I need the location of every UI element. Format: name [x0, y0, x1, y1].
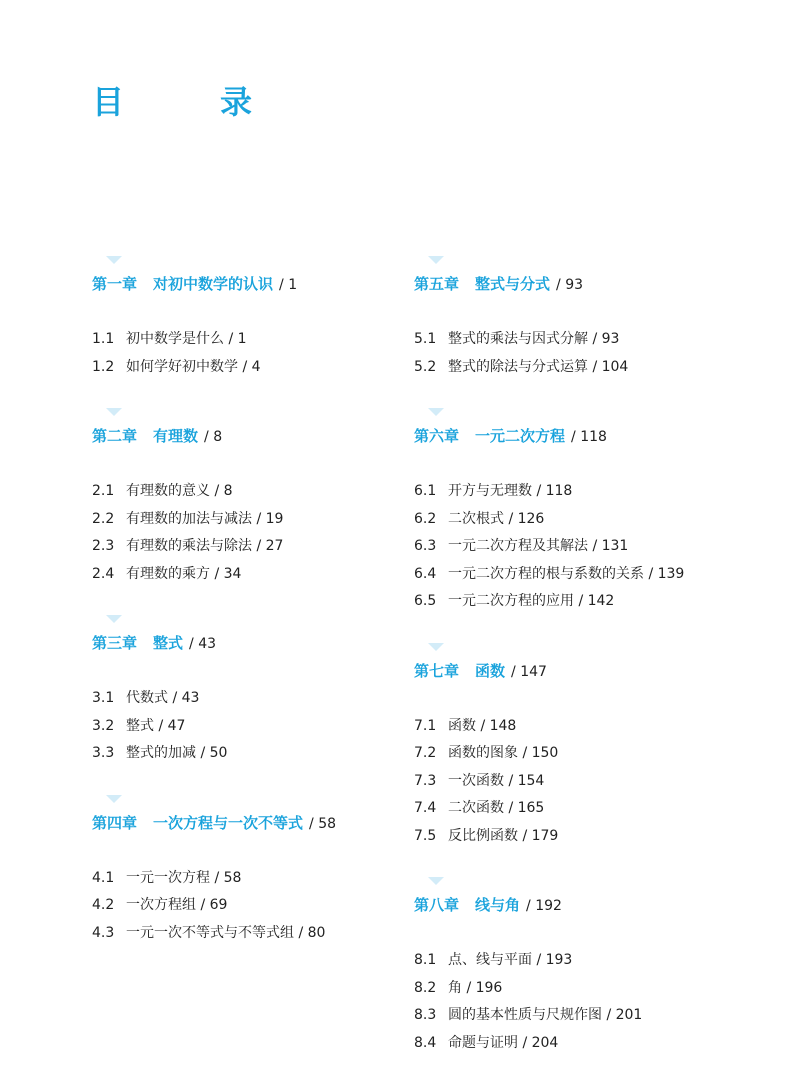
chapter-title	[414, 269, 774, 300]
toc-chapter	[92, 408, 452, 588]
toc-chapter	[414, 877, 774, 1057]
chapter-heading[interactable]	[414, 877, 774, 920]
toc-section-entry[interactable]	[414, 478, 774, 506]
chapter-page: / 43	[189, 636, 217, 652]
chapter-number: 第四章	[92, 813, 138, 832]
section-title: 一次方程组 / 69	[126, 897, 228, 913]
section-number: 2.1	[92, 483, 115, 499]
chapter-page: / 58	[309, 815, 337, 832]
section-number: 6.5	[414, 593, 437, 609]
toc-section-entry[interactable]	[414, 713, 774, 741]
section-number: 7.2	[414, 745, 437, 761]
section-number: 6.4	[414, 565, 437, 582]
toc-section-entry[interactable]	[414, 740, 774, 768]
toc-section-entry[interactable]	[414, 768, 774, 796]
chapter-number: 第八章	[414, 896, 460, 914]
chevron-down-icon	[428, 256, 444, 264]
section-number: 7.4	[414, 800, 437, 816]
chapter-title	[414, 890, 774, 921]
toc-section-entry[interactable]	[92, 478, 452, 506]
toc-section-entry[interactable]	[414, 506, 774, 534]
toc-chapter	[92, 615, 452, 768]
chapter-name: 线与角	[475, 896, 521, 914]
toc-section-entry[interactable]	[92, 354, 452, 382]
chapter-number: 第三章	[92, 634, 138, 652]
chapter-number: 第一章	[92, 275, 138, 293]
toc-section-entry[interactable]	[92, 740, 452, 768]
chapter-page: / 147	[511, 663, 547, 680]
chapter-heading[interactable]	[92, 256, 452, 299]
section-number: 6.1	[414, 483, 437, 499]
chevron-down-icon	[428, 643, 444, 651]
chapter-title	[414, 421, 774, 452]
section-number: 4.1	[92, 869, 115, 886]
section-number: 4.2	[92, 897, 115, 913]
toc-section-entry[interactable]	[92, 865, 452, 893]
toc-section-entry[interactable]	[414, 588, 774, 616]
toc-section-entry[interactable]	[414, 823, 774, 851]
toc-section-entry[interactable]	[92, 561, 452, 589]
chapter-name: 整式与分式	[475, 275, 551, 293]
toc-chapter	[414, 408, 774, 616]
section-list	[414, 947, 774, 1057]
section-title: 二次根式 / 126	[448, 510, 545, 527]
toc-section-entry[interactable]	[92, 892, 452, 920]
section-title: 整式的加减 / 50	[126, 745, 228, 761]
toc-chapter	[414, 256, 774, 381]
section-title: 如何学好初中数学 / 4	[126, 358, 261, 375]
section-title: 整式 / 47	[126, 717, 186, 734]
chapter-name: 整式	[153, 634, 184, 652]
section-number: 7.1	[414, 717, 437, 734]
chapter-name: 对初中数学的认识	[153, 275, 274, 293]
section-number: 3.1	[92, 690, 115, 706]
chapter-heading[interactable]	[92, 795, 452, 838]
chapter-heading[interactable]	[92, 408, 452, 451]
toc-section-entry[interactable]	[414, 1030, 774, 1058]
section-title: 有理数的加法与减法 / 19	[126, 510, 284, 527]
section-list	[414, 713, 774, 851]
chapter-number: 第七章	[414, 661, 460, 680]
toc-section-entry[interactable]	[92, 326, 452, 354]
section-number: 7.5	[414, 827, 437, 844]
toc-section-entry[interactable]	[414, 975, 774, 1003]
toc-right-column	[414, 256, 774, 1084]
section-number: 3.2	[92, 717, 115, 734]
toc-section-entry[interactable]	[414, 561, 774, 589]
toc-chapter	[92, 795, 452, 948]
toc-section-entry[interactable]	[414, 533, 774, 561]
chapter-heading[interactable]	[414, 643, 774, 686]
section-list	[92, 478, 452, 588]
section-number: 2.2	[92, 510, 115, 527]
chapter-number: 第六章	[414, 427, 460, 445]
section-list	[92, 326, 452, 381]
chapter-name: 一元二次方程	[475, 427, 566, 445]
chevron-down-icon	[106, 408, 122, 416]
chapter-page: / 8	[204, 429, 223, 445]
chapter-heading[interactable]	[92, 615, 452, 658]
section-title: 函数的图象 / 150	[448, 745, 559, 761]
section-list	[414, 326, 774, 381]
chapter-name: 函数	[475, 661, 506, 680]
chevron-down-icon	[106, 256, 122, 264]
section-title: 一元一次方程 / 58	[126, 869, 242, 886]
section-title: 一元二次方程的应用 / 142	[448, 593, 615, 609]
section-number: 4.3	[92, 924, 115, 941]
chevron-down-icon	[106, 615, 122, 623]
chevron-down-icon	[428, 877, 444, 885]
toc-chapter	[92, 256, 452, 381]
section-title: 开方与无理数 / 118	[448, 483, 573, 499]
toc-section-entry[interactable]	[414, 354, 774, 382]
section-number: 2.3	[92, 538, 115, 554]
section-number: 1.2	[92, 358, 115, 375]
chapter-title	[92, 628, 452, 659]
toc-section-entry[interactable]	[414, 795, 774, 823]
chapter-title	[92, 421, 452, 452]
section-number: 1.1	[92, 331, 115, 347]
page-title: 目 录	[92, 83, 285, 121]
section-title: 有理数的乘方 / 34	[126, 565, 242, 582]
chapter-number: 第五章	[414, 275, 460, 293]
chapter-heading[interactable]	[414, 256, 774, 299]
section-title: 角 / 196	[448, 979, 503, 996]
chapter-title	[92, 808, 452, 839]
section-title: 一次函数 / 154	[448, 772, 545, 789]
section-number: 7.3	[414, 772, 437, 789]
toc-left-column	[92, 256, 452, 974]
toc-section-entry[interactable]	[92, 533, 452, 561]
section-list	[92, 685, 452, 768]
section-title: 整式的除法与分式运算 / 104	[448, 358, 629, 375]
chapter-name: 有理数	[153, 427, 199, 445]
section-title: 代数式 / 43	[126, 690, 200, 706]
chapter-name: 一次方程与一次不等式	[153, 813, 304, 832]
section-title: 反比例函数 / 179	[448, 827, 559, 844]
section-number: 5.2	[414, 358, 437, 375]
section-title: 点、线与平面 / 193	[448, 952, 573, 968]
section-title: 二次函数 / 165	[448, 800, 545, 816]
toc-section-entry[interactable]	[92, 685, 452, 713]
section-title: 命题与证明 / 204	[448, 1034, 559, 1051]
toc-section-entry[interactable]	[414, 326, 774, 354]
toc-section-entry[interactable]	[92, 920, 452, 948]
section-title: 一元二次方程的根与系数的关系 / 139	[448, 565, 685, 582]
section-title: 有理数的乘法与除法 / 27	[126, 538, 284, 554]
section-title: 一元二次方程及其解法 / 131	[448, 538, 629, 554]
chapter-page: / 192	[526, 898, 562, 914]
section-list	[414, 478, 774, 616]
section-title: 圆的基本性质与尺规作图 / 201	[448, 1007, 643, 1023]
chevron-down-icon	[428, 408, 444, 416]
toc-section-entry[interactable]	[414, 1002, 774, 1030]
toc-chapter	[414, 643, 774, 851]
toc-section-entry[interactable]	[92, 506, 452, 534]
chapter-title	[92, 269, 452, 300]
chapter-page: / 1	[279, 277, 298, 293]
section-title: 有理数的意义 / 8	[126, 483, 233, 499]
section-number: 3.3	[92, 745, 115, 761]
section-number: 8.2	[414, 979, 437, 996]
section-number: 8.3	[414, 1007, 437, 1023]
section-title: 函数 / 148	[448, 717, 517, 734]
section-number: 8.1	[414, 952, 437, 968]
section-title: 初中数学是什么 / 1	[126, 331, 247, 347]
section-number: 5.1	[414, 331, 437, 347]
chapter-page: / 93	[556, 277, 584, 293]
section-list	[92, 865, 452, 948]
chapter-title	[414, 656, 774, 687]
section-title: 整式的乘法与因式分解 / 93	[448, 331, 620, 347]
section-title: 一元一次不等式与不等式组 / 80	[126, 924, 326, 941]
toc-section-entry[interactable]	[92, 713, 452, 741]
chapter-page: / 118	[571, 429, 607, 445]
chapter-heading[interactable]	[414, 408, 774, 451]
section-number: 2.4	[92, 565, 115, 582]
section-number: 6.3	[414, 538, 437, 554]
toc-section-entry[interactable]	[414, 947, 774, 975]
section-number: 6.2	[414, 510, 437, 527]
chevron-down-icon	[106, 795, 122, 803]
section-number: 8.4	[414, 1034, 437, 1051]
chapter-number: 第二章	[92, 427, 138, 445]
